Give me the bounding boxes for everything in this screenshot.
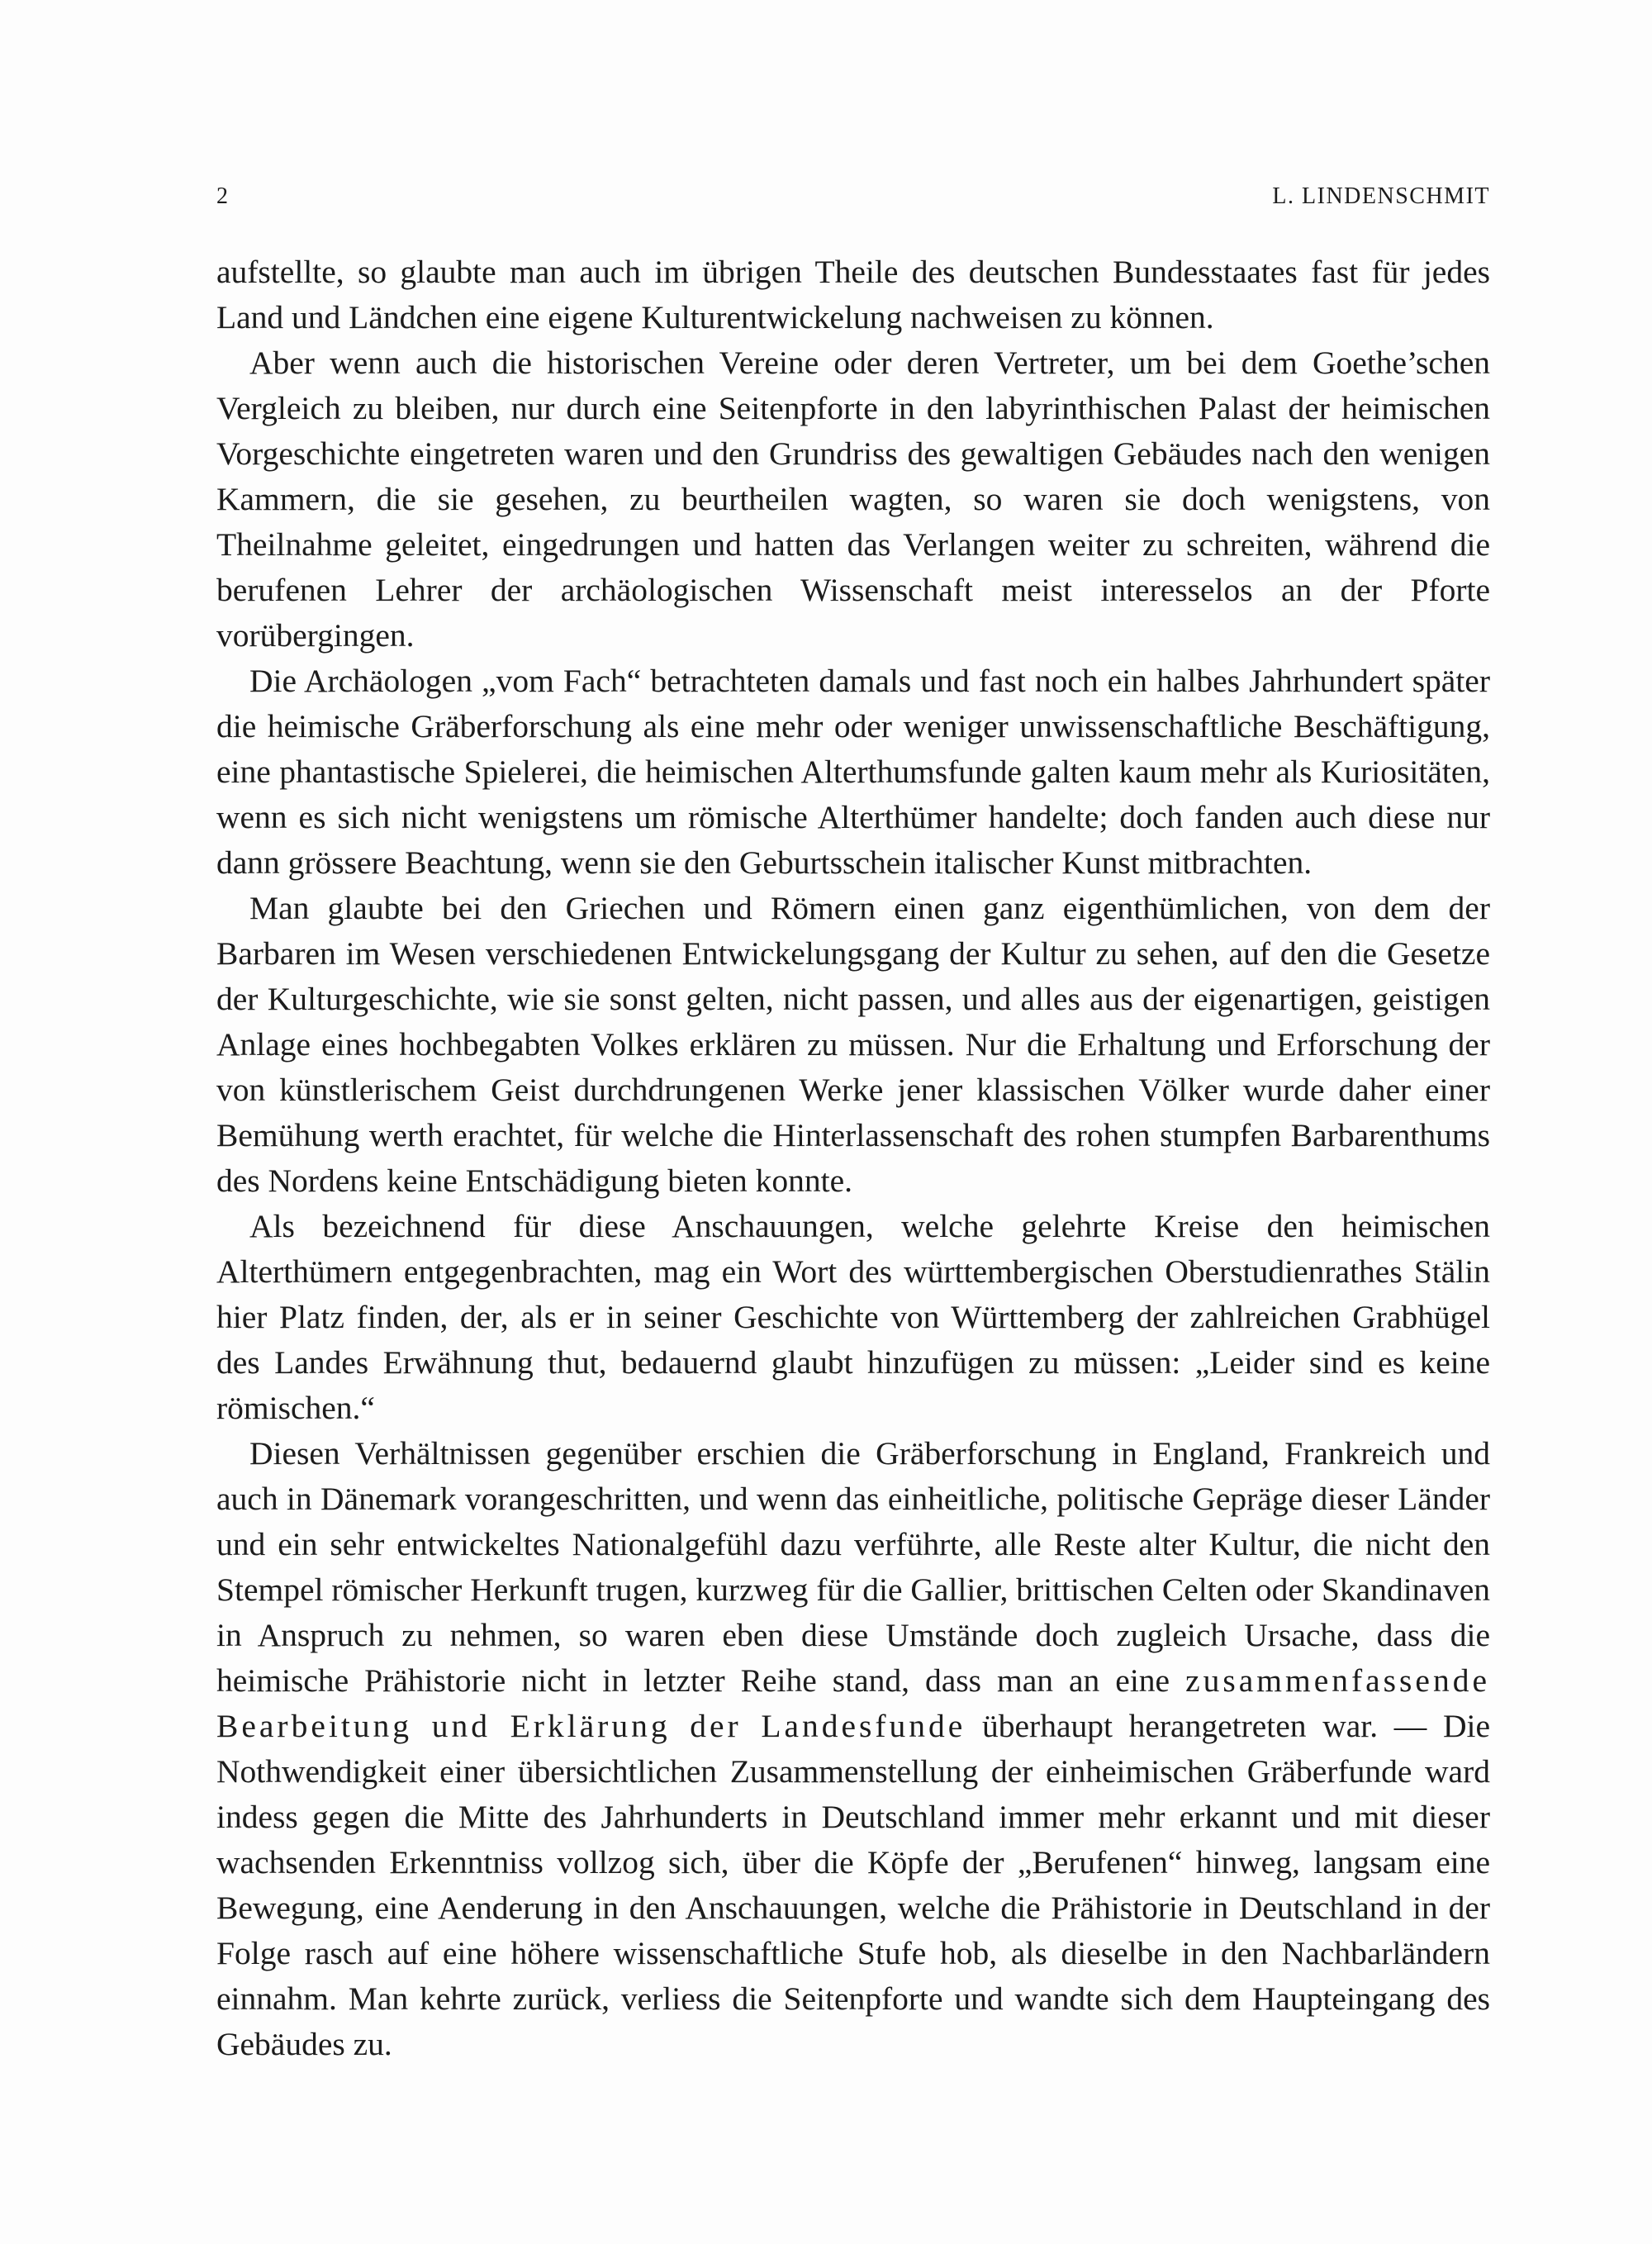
paragraph-4: Man glaubte bei den Griechen und Römern einen ganz eigenthümlichen, von dem der Barbaren im Wesen verschiedenen Entwickelungsgang der Kultur zu sehen, auf den die Gesetze der Kulturgeschichte, wie sie sonst gelten, nicht passen, und alles aus der eigenartigen, geistigen Anlage eines hochbegabten Volkes erklären zu müssen. Nur die Erhaltung und Erforschung der von künstlerischem Geist durchdrungenen Werke jener klassischen Völker wurde daher einer Bemühung werth erachtet, für welche die Hinterlassenschaft des rohen stumpfen Barbarenthums des Nordens keine Entschädigung bieten konnte.	[216, 890, 1490, 1199]
paragraph-3: Die Archäologen „vom Fach“ betrachteten damals und fast noch ein halbes Jahrhundert später die heimische Gräberforschung als eine mehr oder weniger unwissenschaftliche Beschäftigung, eine phantastische Spielerei, die heimischen Alterthumsfunde galten kaum mehr als Kuriositäten, wenn es sich nicht wenigstens um römische Alterthümer handelte; doch fanden auch diese nur dann grössere Beachtung, wenn sie den Geburtsschein italischer Kunst mitbrachten.	[216, 663, 1490, 881]
body-text	[216, 250, 1490, 2067]
paragraph-6-part-2: überhaupt herangetreten war. — Die Nothwendigkeit einer übersichtlichen Zusammenstellung der einheimischen Gräberfunde ward indess gegen die Mitte des Jahrhunderts in Deutschland immer mehr erkannt und mit dieser wachsenden Erkenntniss vollzog sich, über die Köpfe der „Berufenen“ hinweg, langsam eine Bewegung, eine Aenderung in den Anschauungen, welche die Prähistorie in Deutschland in der Folge rasch auf eine höhere wissenschaftliche Stufe hob, als dieselbe in den Nachbarländern einnahm. Man kehrte zurück, verliess die Seitenpforte und wandte sich dem Haupteingang des Gebäudes zu.	[216, 1708, 1490, 2062]
running-head: L. LINDENSCHMIT	[1272, 183, 1490, 209]
emphasized-spaced-text: zusammenfassende Bearbeitung und Erklärung der Landesfunde	[216, 1662, 1490, 1744]
paragraph-6-part-1: Diesen Verhältnissen gegenüber erschien die Gräberforschung in England, Frankreich und auch in Dänemark vorangeschritten, und wenn das einheitliche, politische Gepräge dieser Länder und ein sehr entwickeltes Nationalgefühl dazu verführte, alle Reste alter Kultur, die nicht den Stempel römischer Herkunft trugen, kurzweg für die Gallier, brittischen Celten oder Skandinaven in Anspruch zu nehmen, so waren eben diese Umstände doch zugleich Ursache, dass die heimische Prähistorie nicht in letzter Reihe stand, dass man an eine	[216, 1435, 1490, 1699]
paragraph-1: aufstellte, so glaubte man auch im übrigen Theile des deutschen Bundesstaates fast für jedes Land und Ländchen eine eigene Kulturentwickelung nachweisen zu können.	[216, 254, 1490, 335]
paragraph-2: Aber wenn auch die historischen Vereine oder deren Vertreter, um bei dem Goethe’schen Vergleich zu bleiben, nur durch eine Seitenpforte in den labyrinthischen Palast der heimischen Vorgeschichte eingetreten waren und den Grundriss des gewaltigen Gebäudes nach den wenigen Kammern, die sie gesehen, zu beurtheilen wagten, so waren sie doch wenigstens, von Theilnahme geleitet, eingedrungen und hatten das Verlangen weiter zu schreiten, während die berufenen Lehrer der archäologischen Wissenschaft meist interesselos an der Pforte vorübergingen.	[216, 345, 1490, 654]
page-header	[216, 183, 1490, 216]
paragraph-5: Als bezeichnend für diese Anschauungen, welche gelehrte Kreise den heimischen Alterthümern entgegenbrachten, mag ein Wort des württembergischen Oberstudienrathes Stälin hier Platz finden, der, als er in seiner Geschichte von Württemberg der zahlreichen Grabhügel des Landes Erwähnung thut, bedauernd glaubt hinzufügen zu müssen: „Leider sind es keine römischen.“	[216, 1208, 1490, 1426]
page-number: 2	[216, 183, 229, 209]
paragraph-6	[216, 1431, 1490, 2067]
